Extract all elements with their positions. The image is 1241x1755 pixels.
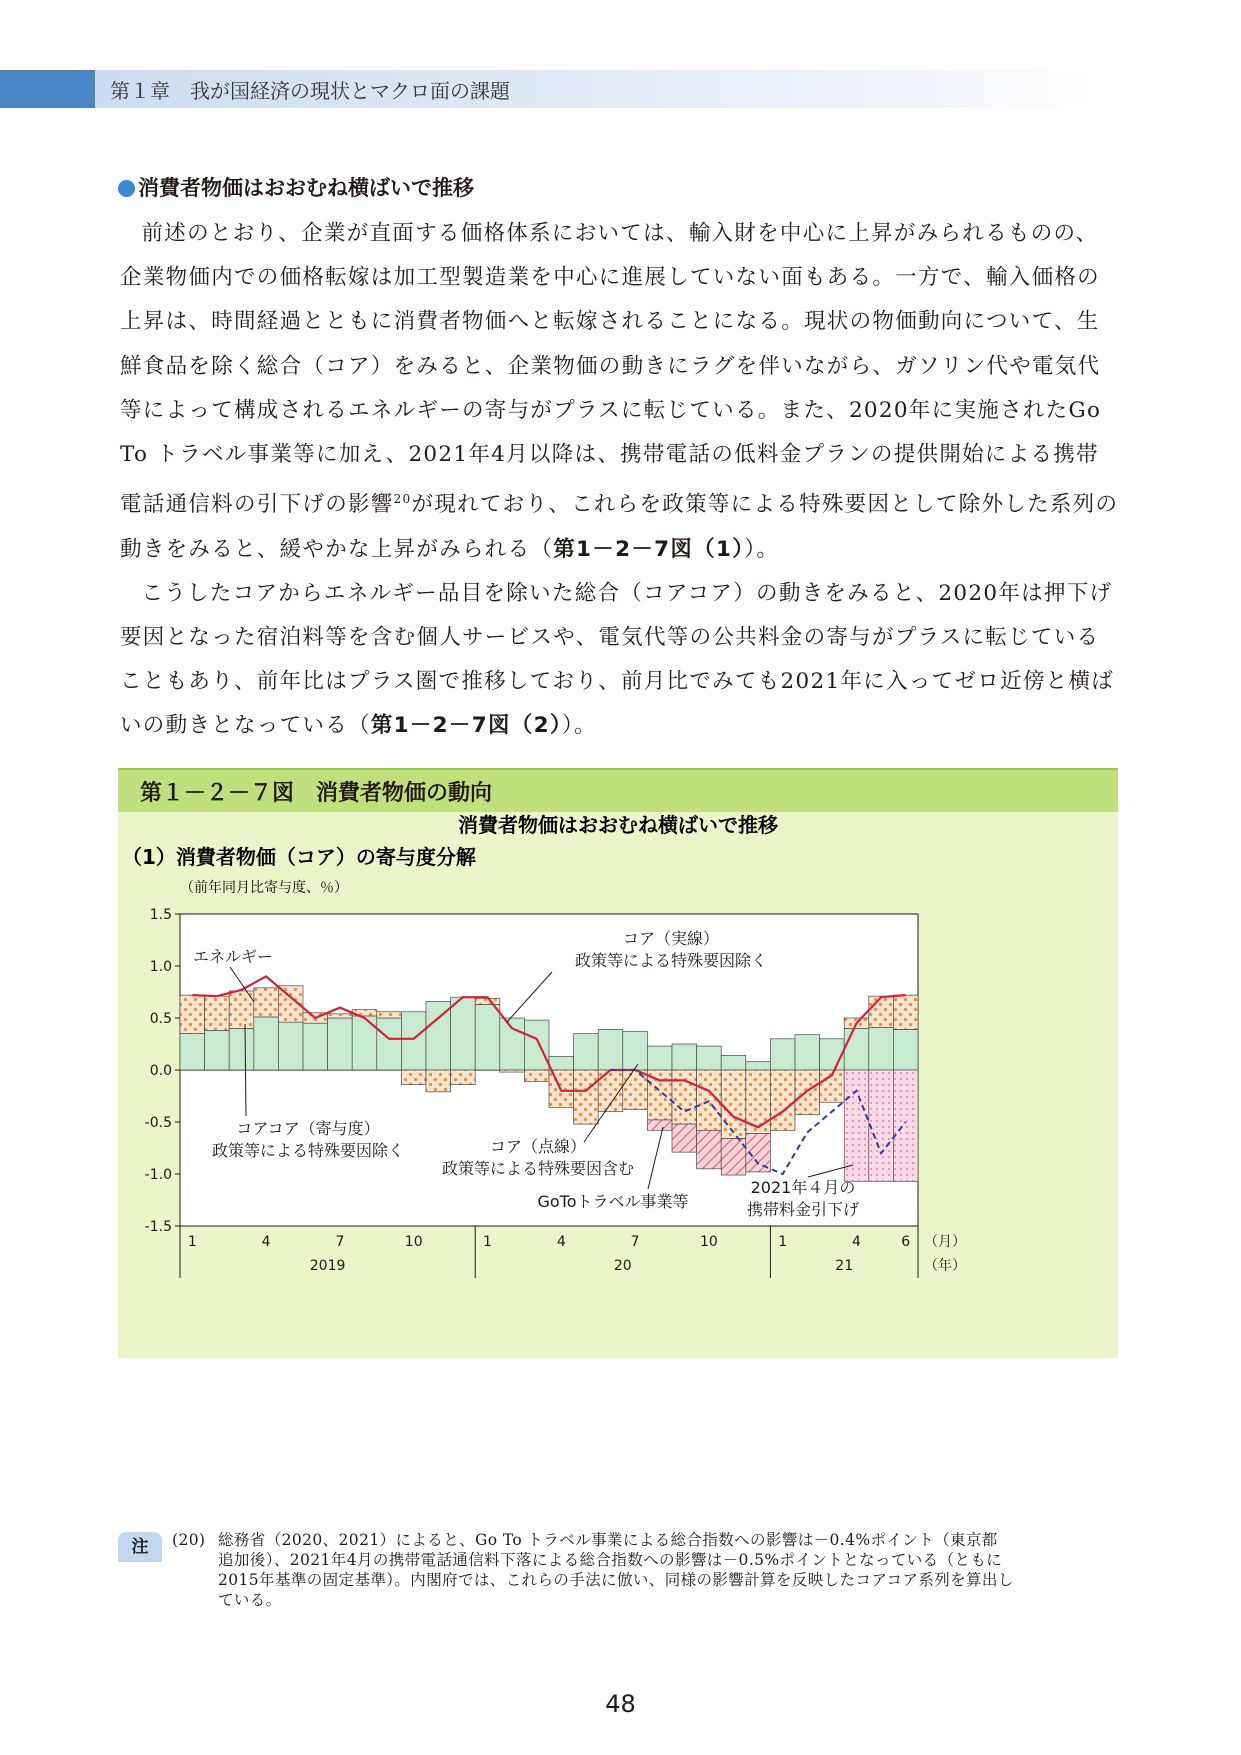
figure-title: 第１－２－７図 消費者物価の動向 [140, 781, 493, 806]
x-tick-label-5: 4 [556, 1234, 566, 1250]
year-label-0: 2019 [309, 1258, 346, 1274]
bar-0-24 [770, 1039, 795, 1070]
page-number: 48 [605, 1690, 636, 1718]
bar-0-8 [377, 1018, 402, 1070]
bar-0-20 [672, 1044, 697, 1070]
bar-1-28 [869, 996, 894, 1027]
figure-box [118, 768, 1118, 1358]
annotation-corecore-1: コアコア（寄与度） [236, 1119, 380, 1138]
bar-1-24 [770, 1070, 795, 1130]
bar-1-29 [893, 995, 918, 1029]
figure-ref-2: 第1－2－7図（2） [370, 713, 562, 739]
x-tick-label-1: 4 [261, 1234, 271, 1250]
footnote [172, 1530, 1122, 1610]
bar-1-9 [401, 1070, 426, 1085]
paragraph-1-text: 前述のとおり、企業が直面する価格体系においては、輸入財を中心に上昇がみられるものの、企業物価内での価格転嫁は加工型製造業を中心に進展していない面もある。一方で、輸入価格の上昇は、時間経過とともに消費者物価へと転嫁されることになる。現状の物価動向について、生鮮食品を除く総合（コア）をみると、企業物価の動きにラグを伴いながら、ガソリン代や電気代等によって構成されるエネルギーの寄与がプラスに転じている。また、2020年に実施されたGo To トラベル事業等に加え、2021年4月以降は、携帯電話の低料金プランの提供開始による携帯電話通信料の引下げの影響 [120, 221, 1102, 518]
bar-1-14 [524, 1070, 549, 1081]
annotation-core-dotted-2: 政策等による特殊要因含む [441, 1159, 635, 1178]
bar-0-13 [500, 1018, 525, 1070]
x-tick-label-2: 7 [335, 1234, 345, 1250]
bar-0-2 [229, 1028, 254, 1070]
paragraph-2 [120, 572, 1120, 749]
x-tick-label-0: 1 [187, 1234, 197, 1250]
annotation-mobile-1: 2021年４月の [750, 1178, 856, 1197]
bar-0-9 [401, 1012, 426, 1070]
annotation-energy: エネルギー [193, 947, 274, 966]
y-tick-label-2: 0.5 [149, 1011, 172, 1027]
y-tick-label-5: -1.0 [144, 1167, 172, 1183]
bar-0-28 [869, 1027, 894, 1070]
y-tick-label-6: -1.5 [144, 1219, 172, 1235]
bar-1-11 [451, 1070, 476, 1085]
bar-1-16 [574, 1070, 599, 1124]
bar-0-15 [549, 1056, 574, 1070]
footnote-ref[interactable]: 20 [393, 492, 412, 507]
annotation-mobile-2: 携帯料金引下げ [746, 1200, 860, 1219]
bar-0-17 [598, 1029, 623, 1070]
footnote-line-3: 2015年基準の固定基準）。内閣府では、これらの手法に倣い、同様の影響計算を反映したコアコア系列を算出し [218, 1571, 1014, 1589]
bar-0-18 [623, 1032, 648, 1070]
paragraph-1-end: ）。 [744, 536, 780, 562]
annotation-core-dotted-1: コア（点線） [489, 1137, 587, 1156]
note-badge: 注 [118, 1532, 162, 1562]
panel-title: （1）消費者物価（コア）の寄与度分解 [122, 845, 476, 869]
bar-0-16 [574, 1034, 599, 1070]
paragraph-1-text-b: が現れており、これらを政策等による特殊要因として除外した系列の動きをみると、緩やかな上昇がみられる（ [120, 492, 1119, 562]
bar-0-14 [524, 1020, 549, 1070]
figure-titlebar [118, 768, 1118, 812]
bar-0-0 [180, 1034, 205, 1070]
bar-2-20 [672, 1124, 697, 1152]
bar-3-28 [869, 1070, 894, 1181]
bar-0-5 [303, 1023, 328, 1070]
bar-1-6 [328, 1014, 353, 1018]
bar-1-0 [180, 995, 205, 1033]
section-heading [118, 172, 474, 202]
bar-3-29 [893, 1070, 918, 1181]
bar-0-25 [795, 1035, 820, 1070]
body-text [120, 212, 1120, 749]
x-tick-label-4: 1 [483, 1234, 492, 1250]
bar-0-1 [205, 1030, 230, 1070]
bar-2-21 [697, 1130, 722, 1168]
bar-0-22 [721, 1055, 746, 1070]
bar-0-19 [647, 1046, 672, 1070]
bar-3-27 [844, 1070, 869, 1181]
footnote-line-4: ている。 [218, 1591, 282, 1609]
annotation-core-solid-1: コア（実線） [622, 929, 720, 948]
bar-1-20 [672, 1070, 697, 1124]
bar-1-22 [721, 1070, 746, 1139]
year-label-1: 20 [613, 1258, 632, 1274]
annotation-goto: GoToトラベル事業等 [537, 1192, 689, 1211]
footnote-line-1: 総務省（2020、2021）によると、Go To トラベル事業による総合指数への影響は－0.4%ポイント（東京都 [218, 1531, 998, 1549]
bar-0-27 [844, 1028, 869, 1070]
x-unit-month: （月） [924, 1234, 966, 1250]
x-unit-year: （年） [924, 1258, 966, 1274]
bar-1-10 [426, 1070, 451, 1092]
bar-0-4 [278, 1022, 303, 1070]
y-unit-label: （前年同月比寄与度、％） [180, 880, 348, 896]
y-tick-label-3: 0.0 [149, 1063, 172, 1079]
bar-0-6 [328, 1018, 353, 1070]
bar-2-19 [647, 1120, 672, 1130]
y-tick-label-0: 1.5 [149, 907, 172, 923]
x-tick-label-7: 10 [699, 1234, 718, 1250]
bar-1-25 [795, 1070, 820, 1115]
x-tick-label-3: 10 [404, 1234, 423, 1250]
bar-1-1 [205, 996, 230, 1030]
bar-1-8 [377, 1012, 402, 1018]
bar-0-29 [893, 1029, 918, 1070]
bar-1-13 [500, 1070, 525, 1072]
bar-0-21 [697, 1046, 722, 1070]
bar-1-3 [254, 988, 279, 1017]
bar-0-3 [254, 1017, 279, 1070]
paragraph-1 [120, 212, 1120, 572]
footnote-number: (20) [172, 1531, 206, 1549]
chapter-title: 第１章 我が国経済の現状とマクロ面の課題 [110, 79, 510, 103]
annotation-corecore-2: 政策等による特殊要因除く [211, 1141, 405, 1160]
x-tick-label-10: 6 [901, 1234, 911, 1250]
x-tick-label-9: 4 [852, 1234, 861, 1250]
chapter-tab [0, 70, 95, 108]
bar-0-12 [475, 1004, 500, 1070]
bar-2-22 [721, 1139, 746, 1175]
bar-0-26 [820, 1039, 845, 1070]
chapter-header [0, 70, 1095, 108]
chart-subtitle: 消費者物価はおおむね横ばいで推移 [458, 813, 778, 837]
bar-1-18 [623, 1070, 648, 1110]
bullet-circle-icon [118, 180, 135, 197]
bar-0-11 [451, 997, 476, 1070]
paragraph-2-end: ）。 [561, 713, 597, 739]
footnote-line-2: 追加後）、2021年4月の携帯電話通信料下落による総合指数への影響は－0.5%ポイントとなっている（ともに [218, 1551, 1003, 1569]
annotation-core-solid-2: 政策等による特殊要因除く [574, 951, 768, 970]
section-heading-text: 消費者物価はおおむね横ばいで推移 [138, 176, 474, 200]
paragraph-2-text: こうしたコアからエネルギー品目を除いた総合（コアコア）の動きをみると、2020年は押下げ要因となった宿泊料等を含む個人サービスや、電気代等の公共料金の寄与がプラスに転じていることもあり、前年比はプラス圏で推移しており、前月比でみても2021年に入ってゼロ近傍と横ばいの動きとなっている（ [120, 580, 1115, 739]
year-label-2: 21 [835, 1258, 854, 1274]
y-tick-label-1: 1.0 [149, 959, 172, 975]
x-tick-label-6: 7 [630, 1234, 640, 1250]
figure-ref-1: 第1－2－7図（1） [553, 536, 745, 562]
y-tick-label-4: -0.5 [144, 1115, 172, 1131]
x-tick-label-8: 1 [778, 1234, 788, 1250]
bar-0-23 [746, 1062, 771, 1070]
bar-1-12 [475, 998, 500, 1004]
contribution-chart [118, 812, 1118, 1358]
